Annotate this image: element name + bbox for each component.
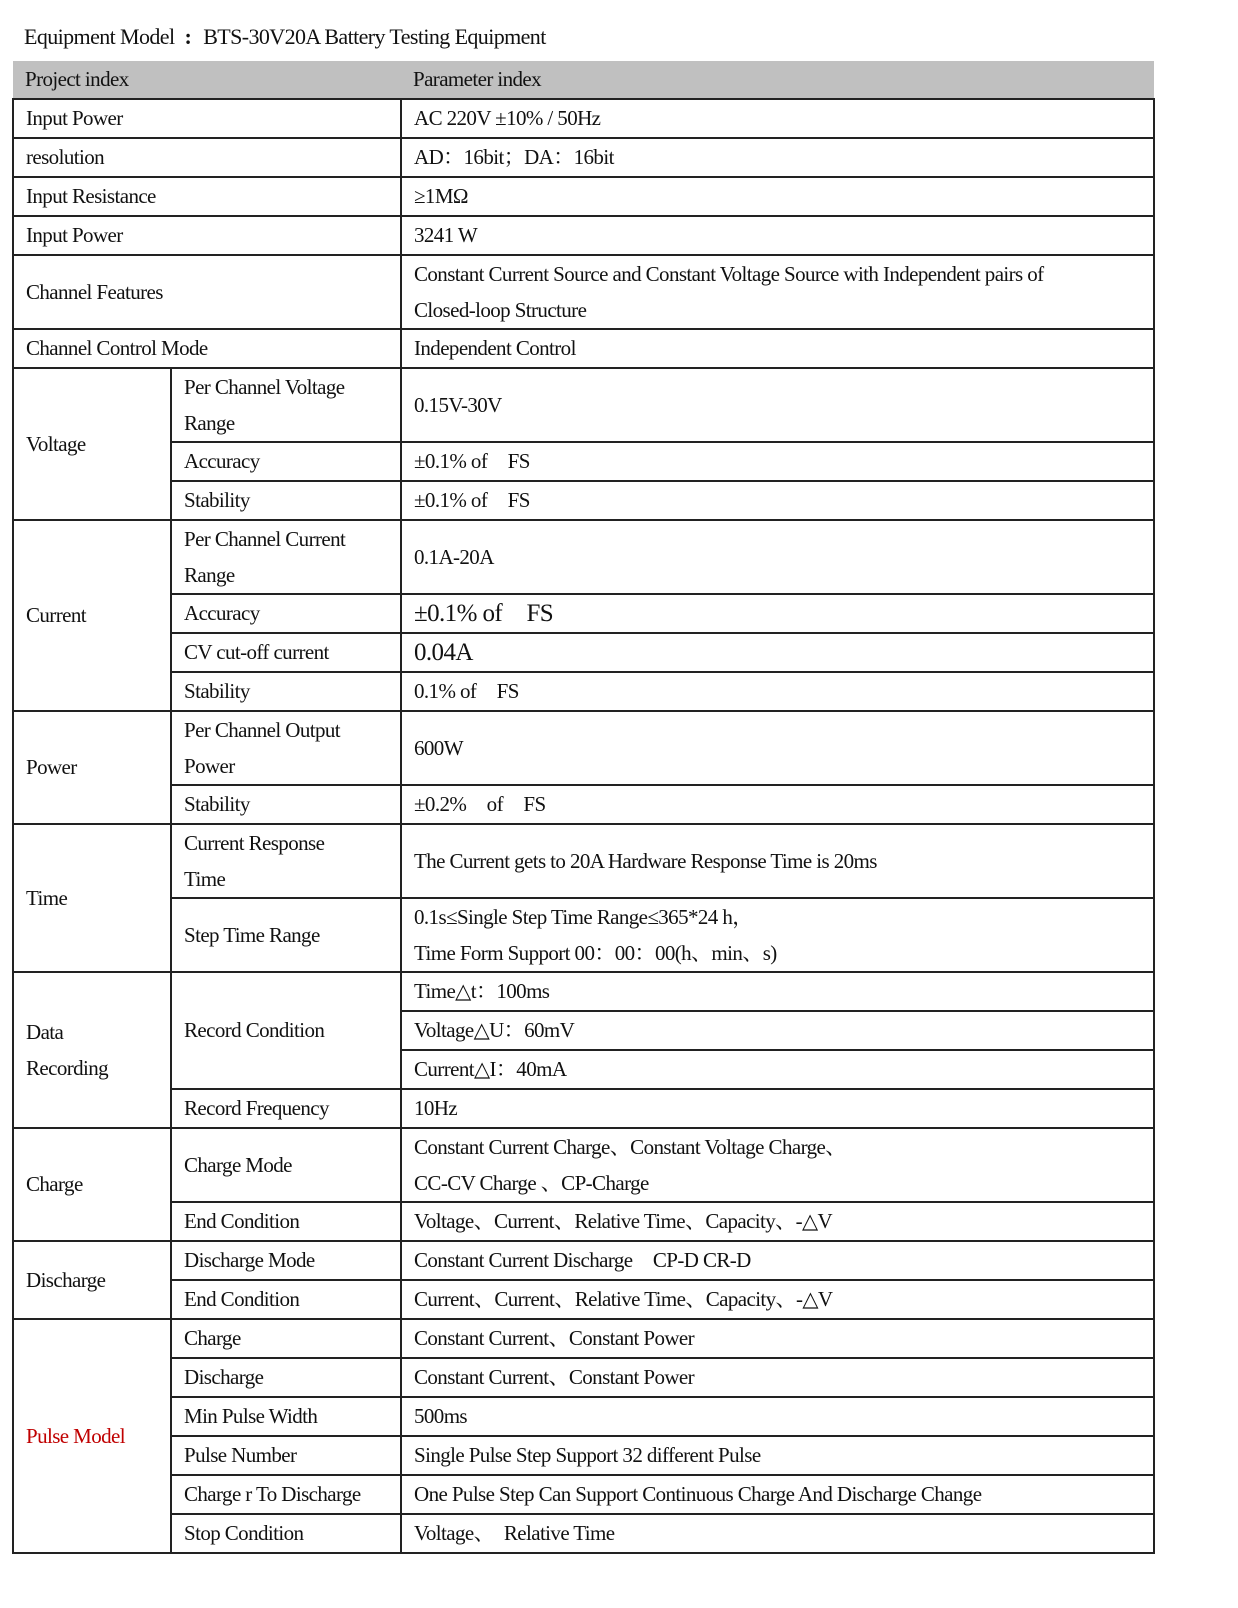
table-row bbox=[13, 368, 1154, 442]
table-row bbox=[13, 1089, 1154, 1128]
row-value: 0.1A-20A bbox=[401, 520, 1154, 594]
row-value: Voltage△U：60mV bbox=[401, 1011, 1154, 1050]
row-sublabel: Record Frequency bbox=[171, 1089, 401, 1128]
row-sublabel: Stability bbox=[171, 672, 401, 711]
row-value bbox=[401, 255, 1154, 329]
table-row bbox=[13, 711, 1154, 785]
value-line: Constant Current Source and Constant Voltage Source with Independent pairs of bbox=[414, 262, 1044, 286]
table-row bbox=[13, 255, 1154, 329]
group-label-current: Current bbox=[13, 520, 171, 711]
label-line: Per Channel Current bbox=[184, 527, 346, 551]
row-value: Independent Control bbox=[401, 329, 1154, 368]
label-line: Data bbox=[26, 1020, 64, 1044]
row-value: 0.04A bbox=[401, 633, 1154, 672]
row-value: 3241 W bbox=[401, 216, 1154, 255]
row-label: Input Power bbox=[13, 216, 401, 255]
table-row bbox=[13, 99, 1154, 138]
row-value: Constant Current、Constant Power bbox=[401, 1319, 1154, 1358]
row-value: AD：16bit；DA：16bit bbox=[401, 138, 1154, 177]
row-label: resolution bbox=[13, 138, 401, 177]
row-sublabel bbox=[171, 824, 401, 898]
row-sublabel: Pulse Number bbox=[171, 1436, 401, 1475]
row-value: Single Pulse Step Support 32 different Pulse bbox=[401, 1436, 1154, 1475]
row-value: ±0.1% of FS bbox=[401, 594, 1154, 633]
row-value: ±0.2% of FS bbox=[401, 785, 1154, 824]
row-sublabel: End Condition bbox=[171, 1280, 401, 1319]
header-parameter-index: Parameter index bbox=[401, 61, 1154, 99]
row-sublabel: End Condition bbox=[171, 1202, 401, 1241]
row-sublabel: Charge bbox=[171, 1319, 401, 1358]
row-sublabel: CV cut-off current bbox=[171, 633, 401, 672]
table-row bbox=[13, 824, 1154, 898]
table-row bbox=[13, 1241, 1154, 1280]
value-line: Constant Current Charge、Constant Voltage Charge、 bbox=[414, 1135, 846, 1159]
row-value: One Pulse Step Can Support Continuous Charge And Discharge Change bbox=[401, 1475, 1154, 1514]
row-value: ±0.1% of FS bbox=[401, 442, 1154, 481]
table-row bbox=[13, 898, 1154, 972]
row-label: Channel Control Mode bbox=[13, 329, 401, 368]
value-line: 0.1s≤Single Step Time Range≤365*24 h， bbox=[414, 905, 753, 929]
row-value bbox=[401, 1128, 1154, 1202]
row-sublabel: Record Condition bbox=[171, 972, 401, 1089]
table-row bbox=[13, 481, 1154, 520]
title-label: Equipment Model bbox=[24, 24, 175, 49]
row-sublabel: Charge r To Discharge bbox=[171, 1475, 401, 1514]
row-sublabel: Min Pulse Width bbox=[171, 1397, 401, 1436]
group-label-time: Time bbox=[13, 824, 171, 972]
row-value: 0.15V-30V bbox=[401, 368, 1154, 442]
row-value: ≥1MΩ bbox=[401, 177, 1154, 216]
table-row bbox=[13, 1475, 1154, 1514]
row-label: Input Resistance bbox=[13, 177, 401, 216]
label-line: Power bbox=[184, 754, 235, 778]
row-value: Constant Current Discharge CP-D CR-D bbox=[401, 1241, 1154, 1280]
label-line: Time bbox=[184, 867, 226, 891]
group-label-data-recording bbox=[13, 972, 171, 1128]
group-label-power: Power bbox=[13, 711, 171, 824]
table-row bbox=[13, 216, 1154, 255]
row-value: Current△I：40mA bbox=[401, 1050, 1154, 1089]
title-colon: : bbox=[184, 24, 192, 49]
row-sublabel: Charge Mode bbox=[171, 1128, 401, 1202]
row-sublabel: Discharge bbox=[171, 1358, 401, 1397]
row-sublabel bbox=[171, 711, 401, 785]
row-value: 600W bbox=[401, 711, 1154, 785]
document-title bbox=[24, 24, 546, 50]
table-row bbox=[13, 329, 1154, 368]
table-row bbox=[13, 1319, 1154, 1358]
row-value: 0.1% of FS bbox=[401, 672, 1154, 711]
table-row bbox=[13, 520, 1154, 594]
row-sublabel: Step Time Range bbox=[171, 898, 401, 972]
row-sublabel: Stability bbox=[171, 481, 401, 520]
row-sublabel: Stop Condition bbox=[171, 1514, 401, 1553]
row-sublabel: Stability bbox=[171, 785, 401, 824]
table-row bbox=[13, 1358, 1154, 1397]
row-value: ±0.1% of FS bbox=[401, 481, 1154, 520]
table-row bbox=[13, 672, 1154, 711]
row-value: Voltage、Current、Relative Time、Capacity、-△V bbox=[401, 1202, 1154, 1241]
row-label: Input Power bbox=[13, 99, 401, 138]
group-label-pulse-model: Pulse Model bbox=[13, 1319, 171, 1553]
value-line: CC-CV Charge 、CP-Charge bbox=[414, 1171, 649, 1195]
table-row bbox=[13, 1128, 1154, 1202]
label-line: Per Channel Output bbox=[184, 718, 341, 742]
label-line: Range bbox=[184, 563, 235, 587]
row-sublabel: Discharge Mode bbox=[171, 1241, 401, 1280]
row-value: Constant Current、Constant Power bbox=[401, 1358, 1154, 1397]
row-sublabel: Accuracy bbox=[171, 442, 401, 481]
row-value: Current、Current、Relative Time、Capacity、-△V bbox=[401, 1280, 1154, 1319]
row-value: Time△t：100ms bbox=[401, 972, 1154, 1011]
row-value: The Current gets to 20A Hardware Response Time is 20ms bbox=[401, 824, 1154, 898]
table-row bbox=[13, 1436, 1154, 1475]
table-row bbox=[13, 1280, 1154, 1319]
row-sublabel bbox=[171, 368, 401, 442]
label-line: Recording bbox=[26, 1056, 109, 1080]
spec-table bbox=[12, 61, 1155, 1554]
row-sublabel: Accuracy bbox=[171, 594, 401, 633]
value-line: Time Form Support 00：00：00(h、min、s) bbox=[414, 941, 777, 965]
row-value bbox=[401, 898, 1154, 972]
row-label: Channel Features bbox=[13, 255, 401, 329]
table-row bbox=[13, 785, 1154, 824]
table-row bbox=[13, 442, 1154, 481]
title-value: BTS-30V20A Battery Testing Equipment bbox=[203, 24, 546, 49]
table-row bbox=[13, 1514, 1154, 1553]
table-row bbox=[13, 177, 1154, 216]
table-row bbox=[13, 138, 1154, 177]
group-label-charge: Charge bbox=[13, 1128, 171, 1241]
group-label-discharge: Discharge bbox=[13, 1241, 171, 1319]
table-row bbox=[13, 1202, 1154, 1241]
row-value: 500ms bbox=[401, 1397, 1154, 1436]
table-row bbox=[13, 633, 1154, 672]
row-value: Voltage、 Relative Time bbox=[401, 1514, 1154, 1553]
table-row bbox=[13, 594, 1154, 633]
label-line: Range bbox=[184, 411, 235, 435]
row-sublabel bbox=[171, 520, 401, 594]
table-row bbox=[13, 972, 1154, 1011]
table-row bbox=[13, 1397, 1154, 1436]
label-line: Current Response bbox=[184, 831, 325, 855]
row-value: 10Hz bbox=[401, 1089, 1154, 1128]
header-project-index: Project index bbox=[13, 61, 401, 99]
table-header-row bbox=[13, 61, 1154, 99]
row-value: AC 220V ±10% / 50Hz bbox=[401, 99, 1154, 138]
group-label-voltage: Voltage bbox=[13, 368, 171, 520]
label-line: Per Channel Voltage bbox=[184, 375, 345, 399]
value-line: Closed-loop Structure bbox=[414, 298, 587, 322]
